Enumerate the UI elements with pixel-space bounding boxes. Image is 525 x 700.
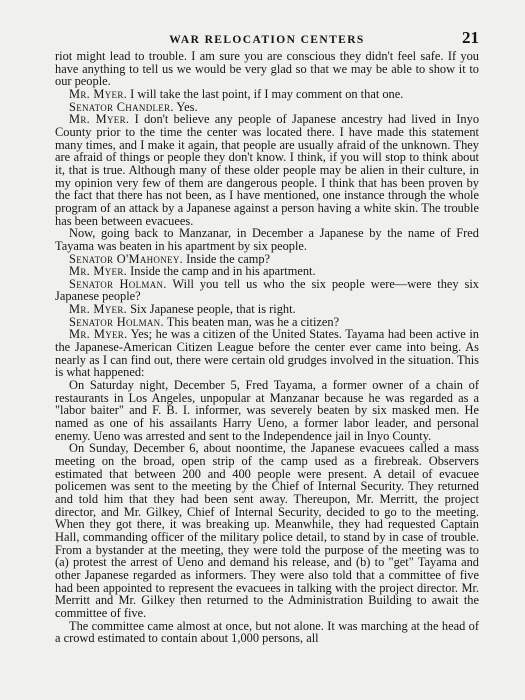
paragraph-text: I don't believe any people of Japanese ancestry had lived in Inyo County prior to the time the center was located there. I have made this statement many times, and I make it again, that people are usually afraid of the unknown. They are afraid of things or people they don't know. I think, if you will stop to think about it, that is true. Although many of these older people may be alien in their culture, in my opinion very few of them are dangerous people. I think that has been proven by the fact that there has not been, as I have mentioned, one instance through the whole program of an attack by a Japanese against a person having a white skin. The trouble has been between evacuees. (55, 112, 480, 228)
paragraph-text: riot might lead to trouble. I am sure you are conscious they didn't feel safe. If you have anything to tell us we would be very glad so that we may be able to show it to our people. (55, 49, 479, 89)
paragraph (55, 113, 479, 227)
speaker-name: Mr. Myer. (69, 112, 130, 127)
paragraph-text: Yes. (173, 99, 198, 114)
paragraph (55, 50, 479, 88)
speaker-name: Mr. Myer. (69, 86, 128, 101)
paragraph-text: On Sunday, December 6, about noontime, the Japanese evacuees called a mass meeting on the broad, open strip of the camp used as a firebreak. Observers estimated that between 200 and 400 people were present. A detail of evacuee policemen was sent to the meeting by the Chief of Internal Security. They returned and told him that they had been sent away. Thereupon, Mr. Merritt, the project director, and Mr. Gilkey, Chief of Internal Security, decided to go to the meeting. When they got there, it was breaking up. Meanwhile, they had requested Captain Hall, commanding officer of the military police detail, to stand by in case of trouble. From a bystander at the meeting, they were told the purpose of the meeting was to (a) protest the arrest of Ueno and demand his release, and (b) to "get" Tayama and other Japanese regarded as informers. They were also told that a committee of five had been appointed to represent the evacuees in talking with the project director. Mr. Merritt and Mr. Gilkey then returned to the Administration Building to await the committee of five. (55, 441, 479, 620)
speaker-name: Mr. Myer. (69, 327, 128, 342)
paragraph-text: The committee came almost at once, but not alone. It was marching at the head of a crowd estimated to contain about 1,000 persons, all (55, 618, 479, 646)
paragraph (55, 442, 479, 619)
paragraph-text: Six Japanese people, that is right. (127, 302, 296, 317)
paragraph-text: I will take the last point, if I may comment on that one. (127, 86, 404, 101)
paragraph-text: Now, going back to Manzanar, in December a Japanese by the name of Fred Tayama was beaten in his apartment by six people. (55, 226, 479, 253)
page-number: 21 (462, 28, 479, 47)
running-header (55, 28, 479, 50)
paragraph (55, 278, 479, 303)
speaker-name: Senator O'Mahoney. (69, 251, 184, 266)
speaker-name: Mr. Myer. (69, 264, 128, 279)
paragraph (55, 379, 479, 442)
paragraph (55, 227, 479, 252)
paragraph-text: This beaten man, was he a citizen? (163, 314, 340, 329)
body-text (55, 50, 479, 645)
paragraph (55, 328, 479, 379)
speaker-name: Senator Chandler. (69, 99, 174, 114)
running-title: WAR RELOCATION CENTERS (169, 34, 365, 46)
paragraph-text: On Saturday night, December 5, Fred Tayama, a former owner of a chain of restaurants in Los Angeles, unpopular at Manzanar because he was regarded as a "labor baiter" and F. B. I. informer, was severely beaten by six masked men. He named as one of his assailants Harry Ueno, a former labor leader, and personal enemy. Ueno was arrested and sent to the Independence jail in Inyo County. (55, 378, 479, 443)
paragraph-text: Will you tell us who the six people were—were they six Japanese people? (55, 276, 479, 304)
paragraph-text: Inside the camp? (183, 251, 271, 266)
speaker-name: Mr. Myer. (69, 302, 128, 317)
paragraph (55, 620, 479, 645)
paragraph-text: Inside the camp and in his apartment. (127, 264, 316, 279)
speaker-name: Senator Holman. (69, 276, 167, 291)
speaker-name: Senator Holman. (69, 314, 164, 329)
paragraph-text: Yes; he was a citizen of the United States. Tayama had been active in the Japanese-American Citizen League before the center ever came into being. As nearly as I can find out, there were certain old grudges involved in the situation. This is what happened: (55, 327, 479, 380)
